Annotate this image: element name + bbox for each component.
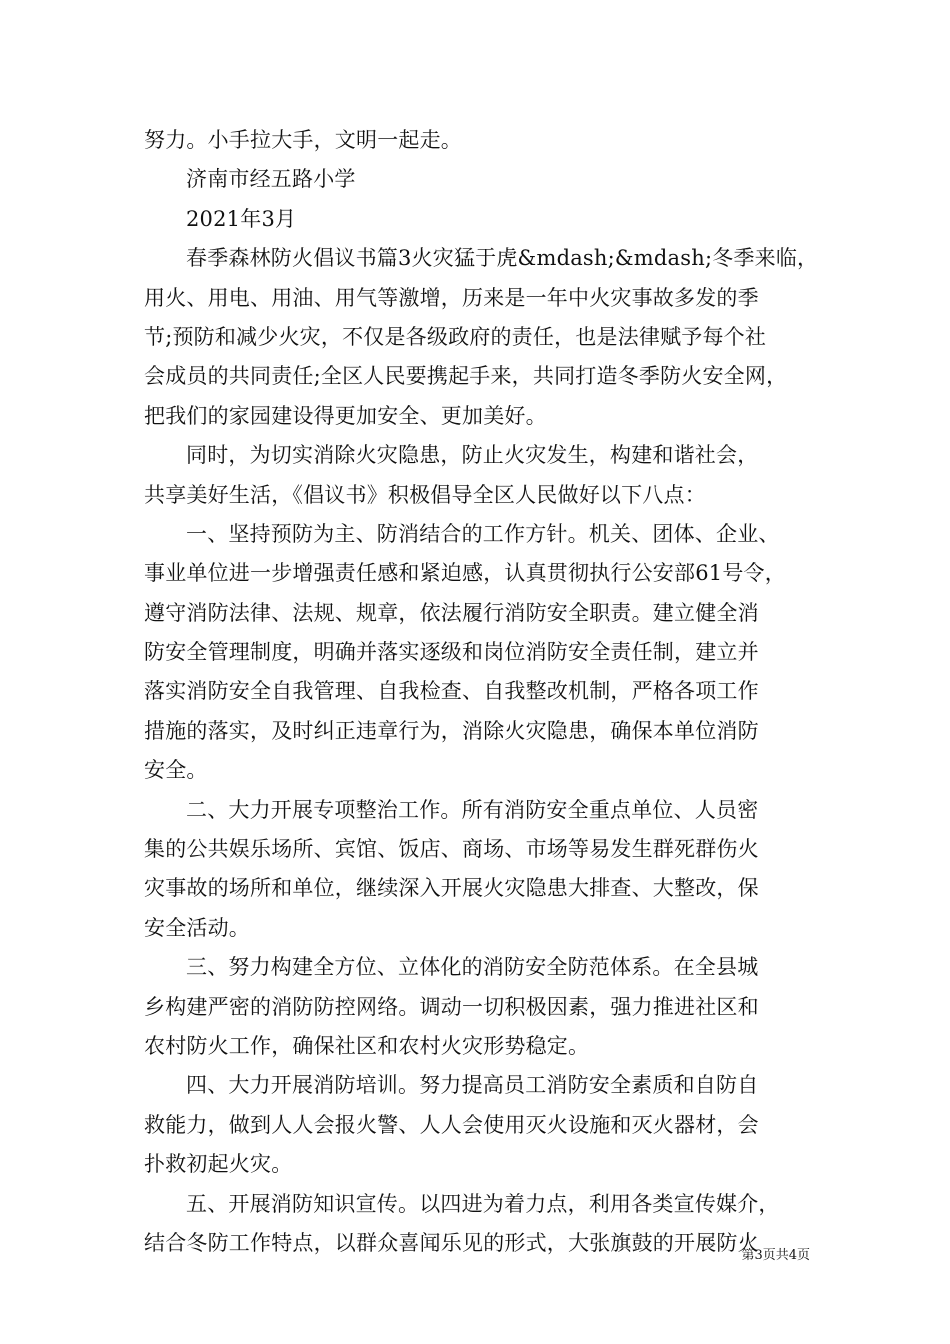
text-line: 春季森林防火倡议书篇3火灾猛于虎&mdash;&mdash;冬季来临， (186, 246, 819, 271)
text-line: 会成员的共同责任;全区人民要携起手来，共同打造冬季防火安全网， (144, 364, 788, 389)
text-line: 遵守消防法律、法规、规章，依法履行消防安全职责。建立健全消 (144, 600, 759, 625)
text-line: 节;预防和减少火灾，不仅是各级政府的责任，也是法律赋予每个社 (144, 324, 767, 349)
document-body (144, 121, 819, 1263)
text-line: 2021年3月 (186, 206, 297, 231)
text-line: 集的公共娱乐场所、宾馆、饭店、商场、市场等易发生群死群伤火 (144, 837, 759, 862)
text-line: 一、坚持预防为主、防消结合的工作方针。机关、团体、企业、 (186, 521, 780, 546)
text-line: 防安全管理制度，明确并落实逐级和岗位消防安全责任制，建立并 (144, 640, 759, 665)
text-line: 措施的落实，及时纠正违章行为，消除火灾隐患，确保本单位消防 (144, 718, 759, 743)
text-line: 事业单位进一步增强责任感和紧迫感，认真贯彻执行公安部61号令， (144, 561, 786, 586)
text-line: 努力。小手拉大手，文明一起走。 (144, 128, 462, 152)
text-line: 把我们的家园建设得更加安全、更加美好。 (144, 403, 547, 428)
text-line: 乡构建严密的消防防控网络。调动一切积极因素，强力推进社区和 (144, 994, 759, 1019)
text-line: 二、大力开展专项整治工作。所有消防安全重点单位、人员密 (186, 797, 759, 822)
text-line: 落实消防安全自我管理、自我检查、自我整改机制，严格各项工作 (144, 679, 759, 704)
text-line: 济南市经五路小学 (186, 167, 356, 192)
text-line: 结合冬防工作特点，以群众喜闻乐见的形式，大张旗鼓的开展防火 (144, 1230, 759, 1255)
text-line: 救能力，做到人人会报火警、人人会使用灭火设施和灭火器材，会 (144, 1112, 759, 1137)
text-line: 农村防火工作，确保社区和农村火灾形势稳定。 (144, 1033, 590, 1058)
text-line: 四、大力开展消防培训。努力提高员工消防安全素质和自防自 (186, 1073, 759, 1098)
page-number: 第3页共4页 (741, 1248, 810, 1263)
text-line: 用火、用电、用油、用气等激增，历来是一年中火灾事故多发的季 (144, 285, 759, 310)
text-line: 共享美好生活，《倡议书》积极倡导全区人民做好以下八点： (144, 482, 706, 507)
text-line: 同时，为切实消除火灾隐患，防止火灾发生，构建和谐社会， (186, 443, 759, 468)
text-line: 扑救初起火灾。 (144, 1152, 293, 1177)
text-line: 灾事故的场所和单位，继续深入开展火灾隐患大排查、大整改，保 (144, 876, 759, 901)
text-line: 安全。 (144, 758, 208, 783)
text-line: 三、努力构建全方位、立体化的消防安全防范体系。在全县城 (186, 955, 759, 980)
text-line: 五、开展消防知识宣传。以四进为着力点，利用各类宣传媒介， (186, 1191, 780, 1216)
text-line: 安全活动。 (144, 915, 250, 940)
